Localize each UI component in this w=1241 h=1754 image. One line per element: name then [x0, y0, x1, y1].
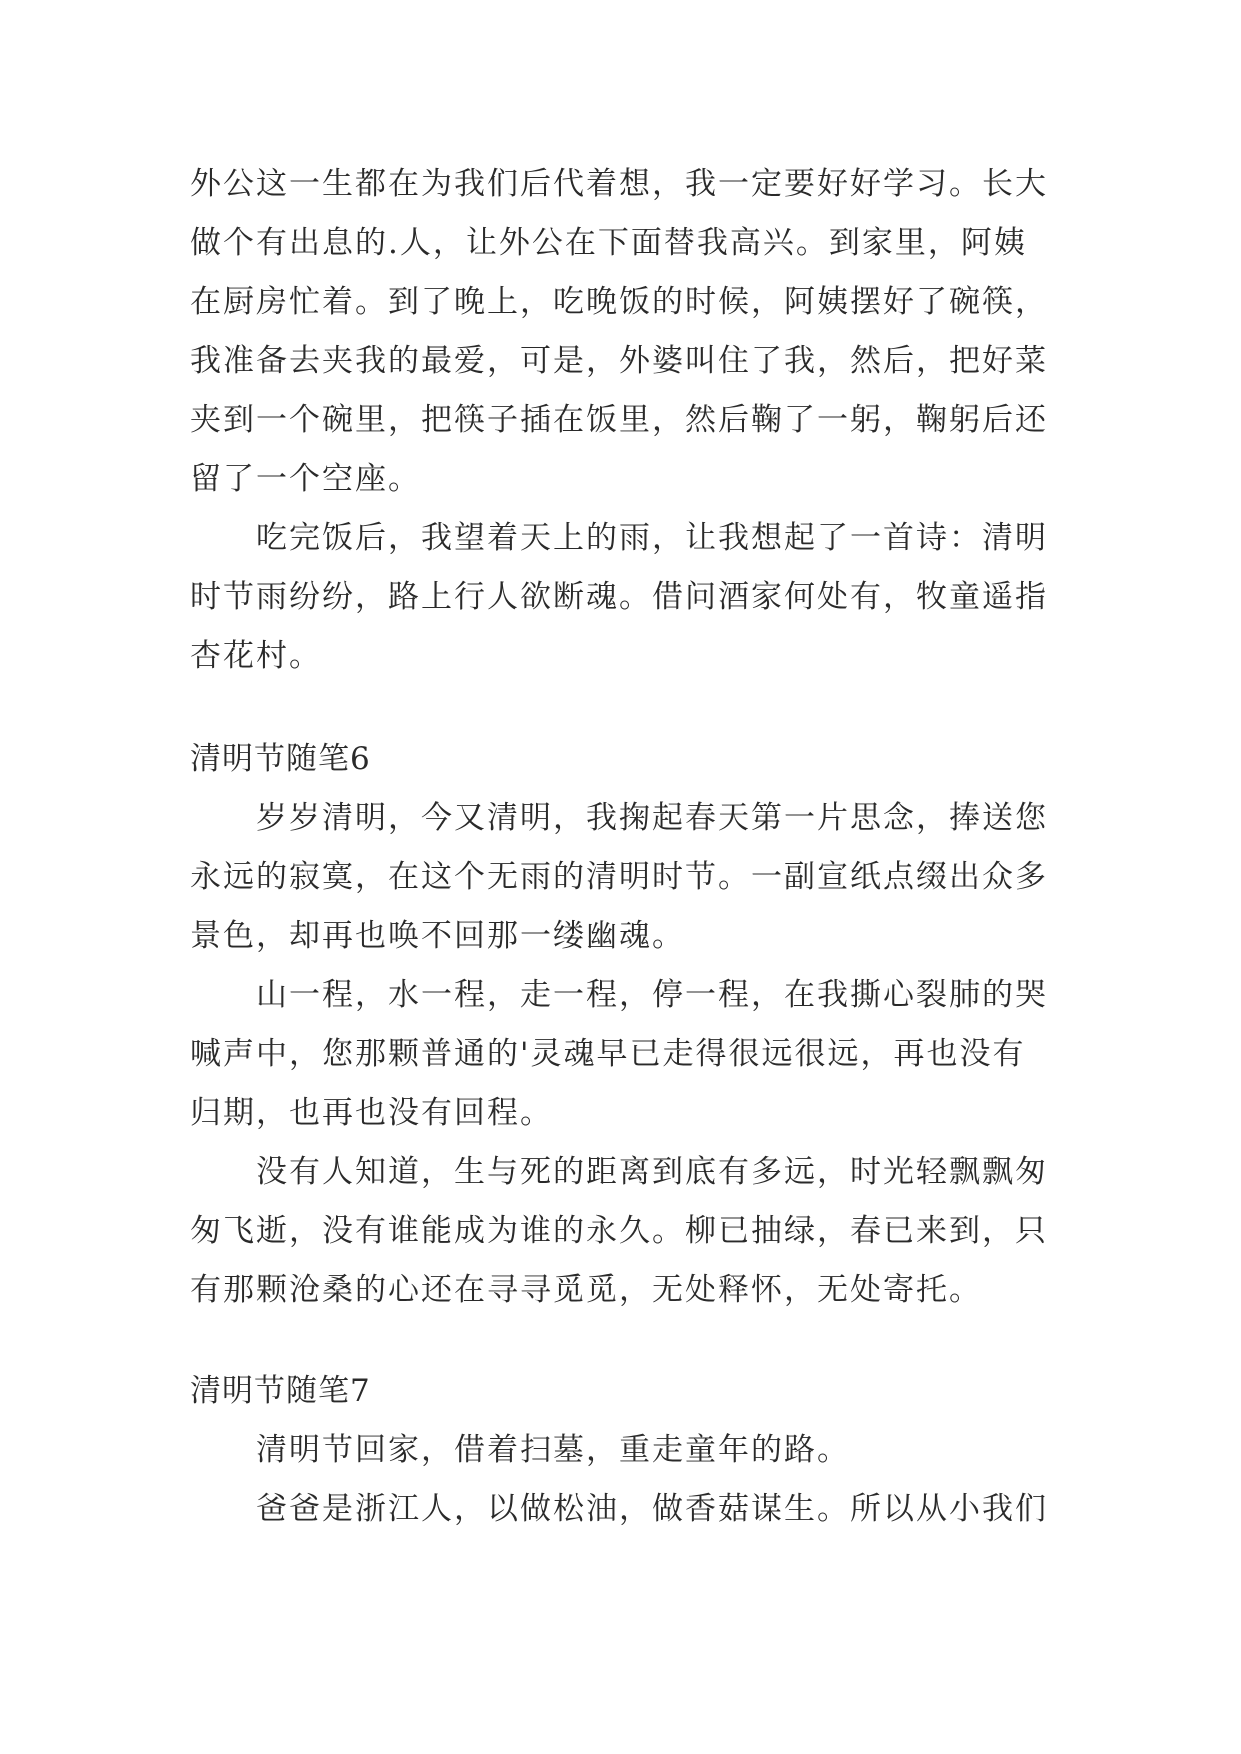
essay-section-6	[190, 730, 1070, 1320]
paragraph-line: 景色，却再也唤不回那一缕幽魂。	[190, 918, 685, 954]
continuation-section	[190, 155, 1070, 686]
paragraph-line: 外公这一生都在为我们后代着想，我一定要好好学习。长大	[190, 166, 1048, 202]
paragraph-line: 爸爸是浙江人，以做松油，做香菇谋生。所以从小我们	[256, 1491, 1048, 1527]
paragraph-line: 匆飞逝，没有谁能成为谁的永久。柳已抽绿，春已来到，只	[190, 1213, 1048, 1249]
paragraph-line: 我准备去夹我的最爱，可是，外婆叫住了我，然后，把好菜	[190, 343, 1048, 379]
paragraph-line: 山一程，水一程，走一程，停一程，在我撕心裂肺的哭	[256, 977, 1048, 1013]
paragraph-line: 永远的寂寞，在这个无雨的清明时节。一副宣纸点缀出众多	[190, 859, 1048, 895]
paragraph-line: 时节雨纷纷，路上行人欲断魂。借问酒家何处有，牧童遥指	[190, 579, 1048, 615]
essay-section-7	[190, 1362, 1070, 1539]
section-heading: 清明节随笔6	[190, 741, 371, 777]
paragraph-line: 夹到一个碗里，把筷子插在饭里，然后鞠了一躬，鞠躬后还	[190, 402, 1048, 438]
paragraph-line: 吃完饭后，我望着天上的雨，让我想起了一首诗：清明	[256, 520, 1048, 556]
paragraph-line: 有那颗沧桑的心还在寻寻觅觅，无处释怀，无处寄托。	[190, 1272, 982, 1308]
section-heading: 清明节随笔7	[190, 1373, 371, 1409]
paragraph-line: 喊声中，您那颗普通的'灵魂早已走得很远很远，再也没有	[190, 1036, 1026, 1072]
paragraph-line: 杏花村。	[190, 638, 322, 674]
paragraph-line: 没有人知道，生与死的距离到底有多远，时光轻飘飘匆	[256, 1154, 1048, 1190]
paragraph-line: 清明节回家，借着扫墓，重走童年的路。	[256, 1432, 850, 1468]
paragraph-line: 留了一个空座。	[190, 461, 421, 497]
paragraph-line: 岁岁清明，今又清明，我掬起春天第一片思念，捧送您	[256, 800, 1048, 836]
paragraph-line: 归期，也再也没有回程。	[190, 1095, 553, 1131]
paragraph-line: 在厨房忙着。到了晚上，吃晚饭的时候，阿姨摆好了碗筷，	[190, 284, 1048, 320]
paragraph-line: 做个有出息的.人，让外公在下面替我高兴。到家里，阿姨	[190, 225, 1027, 261]
